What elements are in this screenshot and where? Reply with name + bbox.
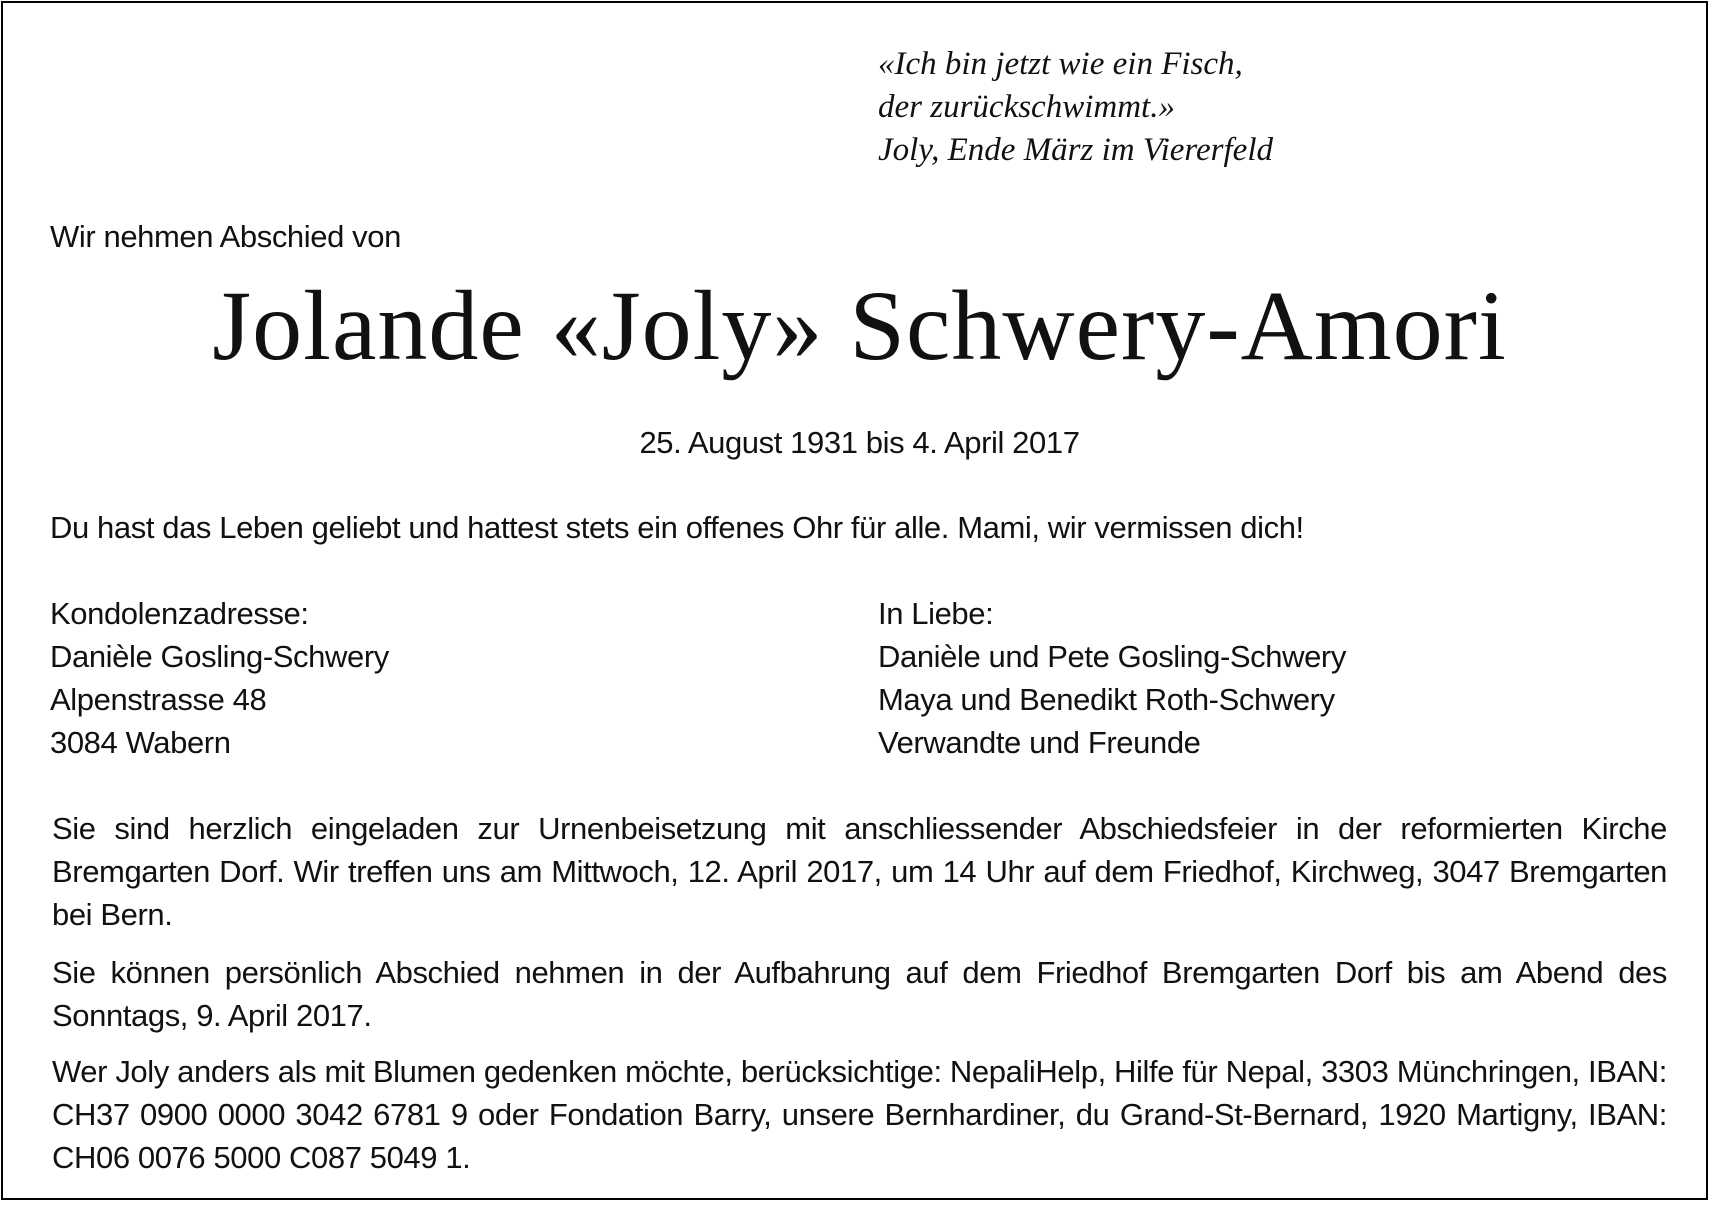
quote-attribution: Joly, Ende März im Viererfeld (878, 132, 1273, 168)
intro-text: Wir nehmen Abschied von (50, 219, 401, 254)
personal-message: Du hast das Leben geliebt und hattest stets ein offenes Ohr für alle. Mami, wir vermissen dich! (50, 510, 1304, 545)
mourner-2: Maya und Benedikt Roth-Schwery (878, 682, 1335, 717)
condolence-address (50, 592, 389, 764)
life-dates: 25. August 1931 bis 4. April 2017 (639, 425, 1080, 460)
mourner-1: Danièle und Pete Gosling-Schwery (878, 639, 1346, 674)
mourner-3: Verwandte und Freunde (878, 725, 1201, 760)
deceased-name: Jolande «Joly» Schwery-Amori (212, 270, 1507, 381)
condolence-heading: Kondolenzadresse: (50, 596, 309, 631)
donations-paragraph: Wer Joly anders als mit Blumen gedenken möchte, berücksichtige: NepaliHelp, Hilfe für Nepal, 3303 Münchringen, IBAN: CH37 0900 0000 3042 6781 9 oder Fondation Barry, unsere Bernhardiner, du Grand-St-Bernard, 1920 Martigny, IBAN: CH06 0076 5000 C087 5049 1. (52, 1054, 1667, 1175)
quote-line-1: «Ich bin jetzt wie ein Fisch, (878, 46, 1243, 82)
quote-line-2: der zurückschwimmt.» (878, 89, 1175, 125)
epigraph-quote (878, 43, 1273, 172)
condolence-street: Alpenstrasse 48 (50, 682, 267, 717)
mourners-heading: In Liebe: (878, 596, 994, 631)
obituary-frame (1, 1, 1708, 1200)
mourners-list (878, 592, 1346, 764)
condolence-name: Danièle Gosling-Schwery (50, 639, 389, 674)
condolence-city: 3084 Wabern (50, 725, 231, 760)
viewing-paragraph: Sie können persönlich Abschied nehmen in der Aufbahrung auf dem Friedhof Bremgarten Dorf bis am Abend des Sonntags, 9. April 2017. (52, 955, 1667, 1033)
ceremony-paragraph: Sie sind herzlich eingeladen zur Urnenbeisetzung mit anschliessender Abschiedsfeier in der reformierten Kirche Bremgarten Dorf. Wir treffen uns am Mittwoch, 12. April 2017, um 14 Uhr auf dem Friedhof, Kirchweg, 3047 Bremgarten bei Bern. (52, 811, 1667, 932)
